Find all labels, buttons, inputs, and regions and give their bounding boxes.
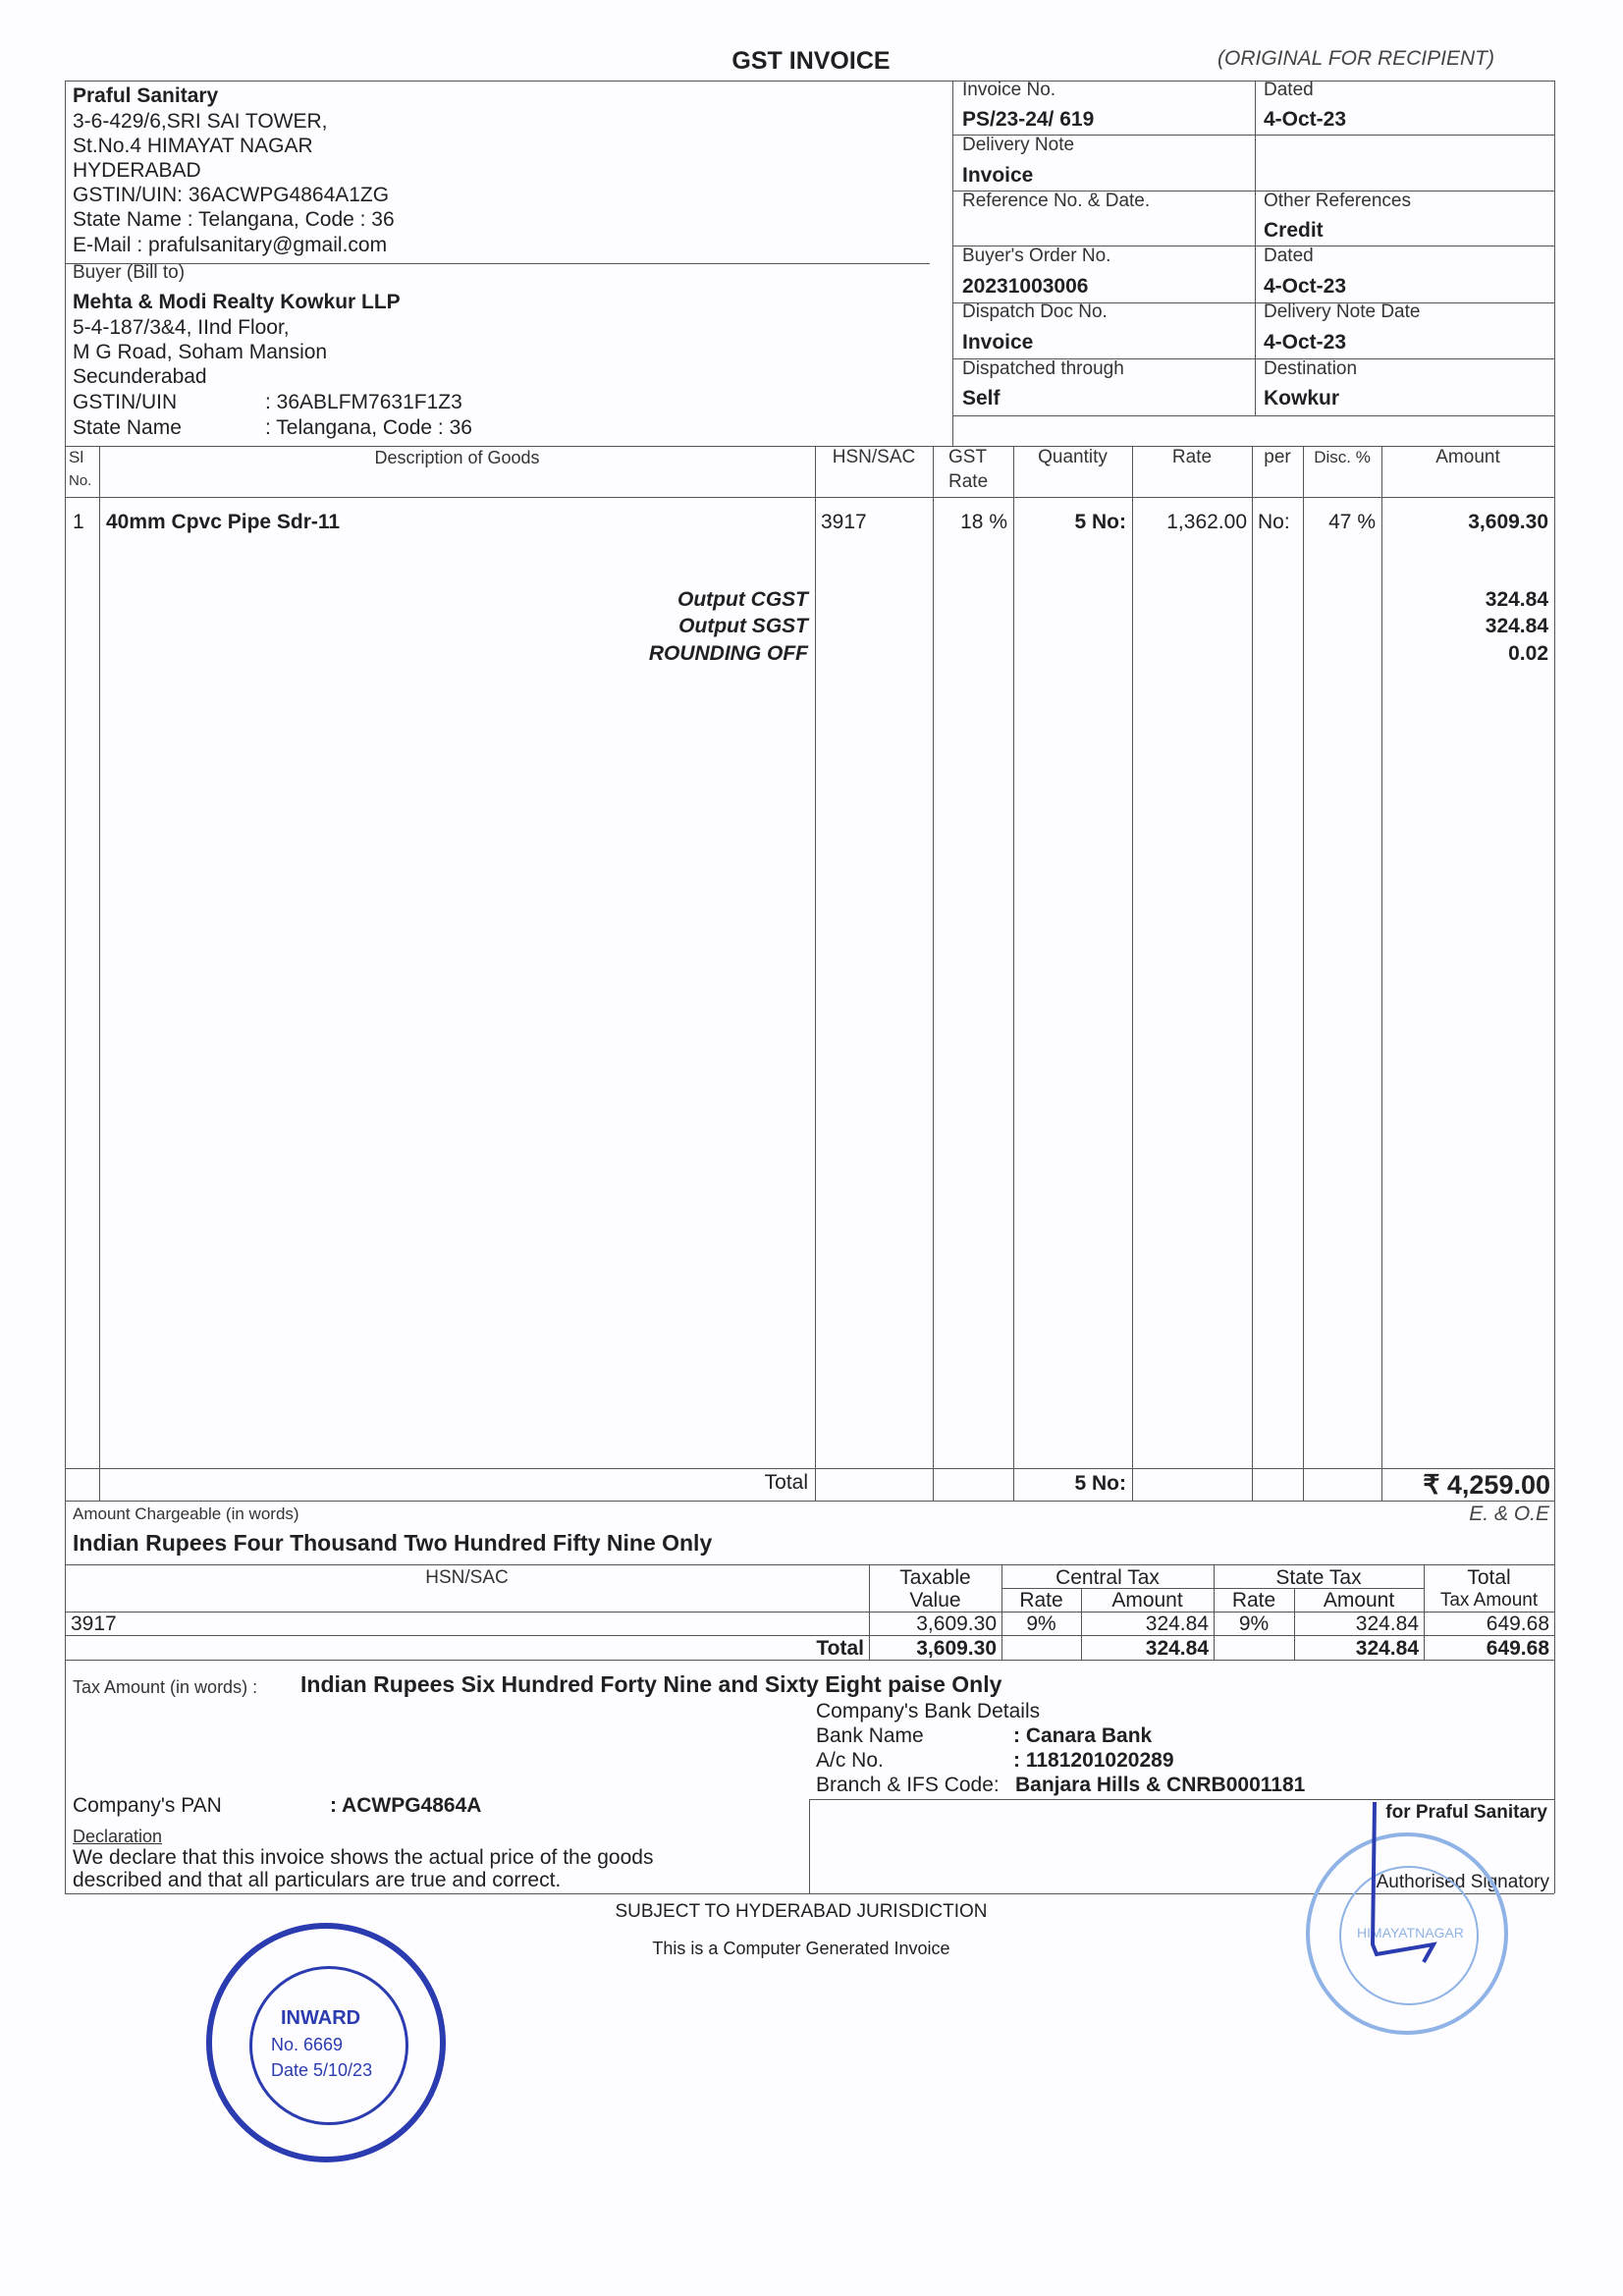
seller-name: Praful Sanitary: [73, 84, 219, 107]
meta-label: Buyer's Order No.: [962, 246, 1111, 266]
hsn-row-taxable: 3,609.30: [916, 1613, 997, 1635]
ifs-label: Branch & IFS Code:: [816, 1774, 1000, 1796]
seller-line: HYDERABAD: [73, 159, 201, 182]
hsn-row-st-amount: 324.84: [1355, 1613, 1419, 1635]
meta-label: Other References: [1264, 191, 1411, 211]
meta-label: Dispatched through: [962, 358, 1124, 379]
meta-label: Delivery Note: [962, 135, 1075, 155]
col-per: per: [1264, 447, 1291, 467]
buyer-line: M G Road, Soham Mansion: [73, 341, 328, 363]
hsn-total-taxable: 3,609.30: [916, 1637, 997, 1660]
pan-value: : ACWPG4864A: [330, 1794, 482, 1817]
delivery-note-date: 4-Oct-23: [1264, 331, 1347, 354]
col-amount: Amount: [1435, 447, 1500, 467]
pan-label: Company's PAN: [73, 1794, 222, 1817]
col-disc: Disc. %: [1314, 448, 1371, 466]
hsn-row-ct-rate: 9%: [1026, 1613, 1056, 1635]
tax-amount-cgst: 324.84: [1485, 588, 1548, 611]
eoe-label: E. & O.E: [1469, 1503, 1549, 1525]
bank-title: Company's Bank Details: [816, 1700, 1041, 1722]
hsn-total-st: 324.84: [1355, 1637, 1419, 1660]
other-references: Credit: [1264, 219, 1324, 242]
hsn-col-taxable: Taxable: [899, 1566, 971, 1589]
col-no: No.: [69, 472, 92, 489]
col-gst-rate: Rate: [948, 471, 989, 492]
hsn-col-total: Total: [1467, 1566, 1511, 1589]
hsn-col-ct-amount: Amount: [1111, 1589, 1183, 1612]
tax-label-cgst: Output CGST: [677, 588, 808, 611]
meta-label: Delivery Note Date: [1264, 301, 1421, 322]
col-gst: GST: [948, 447, 988, 467]
hsn-total-tax: 649.68: [1486, 1637, 1549, 1660]
rounding-label: ROUNDING OFF: [648, 642, 808, 665]
seller-gstin: GSTIN/UIN: 36ACWPG4864A1ZG: [73, 184, 390, 206]
buyer-state: : Telangana, Code : 36: [265, 416, 472, 439]
total-label: Total: [764, 1471, 808, 1494]
col-sl: Sl: [69, 448, 84, 466]
declaration-line: We declare that this invoice shows the actual price of the goods: [73, 1846, 654, 1869]
buyer-gstin-label: GSTIN/UIN: [73, 391, 178, 413]
hsn-row-code: 3917: [71, 1613, 117, 1635]
hsn-col-taxable-value: Value: [909, 1589, 961, 1612]
meta-label: Invoice No.: [962, 80, 1056, 100]
account-label: A/c No.: [816, 1749, 884, 1772]
hsn-col-state-tax: State Tax: [1275, 1566, 1362, 1589]
hsn-col-st-amount: Amount: [1323, 1589, 1395, 1612]
rounding-amount: 0.02: [1508, 642, 1548, 665]
modi-properties-stamp: INWARD No. 6669 Date 5/10/23: [206, 1923, 446, 2162]
amount-in-words: Indian Rupees Four Thousand Two Hundred Fifty Nine Only: [73, 1530, 713, 1556]
hsn-col-tax-amount: Tax Amount: [1439, 1590, 1539, 1611]
invoice-date: 4-Oct-23: [1264, 108, 1347, 131]
meta-label: Dated: [1264, 246, 1314, 266]
bank-name: : Canara Bank: [1013, 1724, 1153, 1747]
signature: [1355, 1797, 1463, 1994]
item-rate: 1,362.00: [1166, 511, 1247, 533]
buyer-gstin: : 36ABLFM7631F1Z3: [265, 391, 462, 413]
seller-line: St.No.4 HIMAYAT NAGAR: [73, 135, 313, 157]
buyer-line: 5-4-187/3&4, IInd Floor,: [73, 316, 290, 339]
item-hsn: 3917: [821, 511, 867, 533]
declaration-line: described and that all particulars are true and correct.: [73, 1869, 562, 1891]
account-number: : 1181201020289: [1013, 1749, 1174, 1772]
item-quantity: 5 No:: [1074, 511, 1126, 533]
hsn-col-st-rate: Rate: [1231, 1589, 1276, 1612]
item-description: 40mm Cpvc Pipe Sdr-11: [106, 511, 341, 533]
col-rate: Rate: [1171, 447, 1213, 467]
col-hsn: HSN/SAC: [832, 447, 916, 467]
hsn-row-total: 649.68: [1486, 1613, 1549, 1635]
hsn-total-label: Total: [816, 1637, 864, 1660]
hsn-col-ct-rate: Rate: [1019, 1589, 1063, 1612]
tax-label-sgst: Output SGST: [678, 615, 808, 637]
amount-words-label: Amount Chargeable (in words): [73, 1504, 299, 1523]
item-gst: 18 %: [960, 511, 1007, 533]
order-date: 4-Oct-23: [1264, 275, 1347, 298]
invoice-number: PS/23-24/ 619: [962, 108, 1095, 131]
dispatch-doc-no: Invoice: [962, 331, 1034, 354]
jurisdiction-note: SUBJECT TO HYDERABAD JURISDICTION: [615, 1901, 988, 1922]
praful-sanitary-stamp: HIMAYATNAGAR: [1306, 1832, 1508, 2035]
dispatched-through: Self: [962, 387, 1001, 410]
grand-total: ₹ 4,259.00: [1423, 1470, 1550, 1500]
total-quantity: 5 No:: [1074, 1472, 1126, 1495]
buyer-order-no: 20231003006: [962, 275, 1089, 298]
buyer-label: Buyer (Bill to): [73, 262, 186, 283]
seller-line: 3-6-429/6,SRI SAI TOWER,: [73, 110, 328, 133]
seller-email: E-Mail : prafulsanitary@gmail.com: [73, 234, 388, 256]
item-amount: 3,609.30: [1468, 511, 1548, 533]
seller-state: State Name : Telangana, Code : 36: [73, 208, 395, 231]
for-company: for Praful Sanitary: [1385, 1802, 1547, 1823]
bank-name-label: Bank Name: [816, 1724, 924, 1747]
buyer-line: Secunderabad: [73, 365, 207, 388]
meta-label: Reference No. & Date.: [962, 191, 1151, 211]
col-description: Description of Goods: [374, 448, 540, 467]
tax-in-words: Indian Rupees Six Hundred Forty Nine and Sixty Eight paise Only: [300, 1671, 1002, 1697]
copy-label: (ORIGINAL FOR RECIPIENT): [1217, 47, 1494, 70]
meta-label: Dated: [1264, 80, 1314, 100]
tax-words-label: Tax Amount (in words) :: [73, 1677, 258, 1697]
invoice-title: GST INVOICE: [731, 47, 891, 75]
hsn-col-central-tax: Central Tax: [1055, 1566, 1160, 1589]
computer-generated-note: This is a Computer Generated Invoice: [652, 1939, 950, 1958]
hsn-row-st-rate: 9%: [1238, 1613, 1270, 1635]
buyer-name: Mehta & Modi Realty Kowkur LLP: [73, 291, 401, 313]
hsn-total-ct: 324.84: [1145, 1637, 1209, 1660]
destination: Kowkur: [1264, 387, 1340, 410]
authorised-signatory: Authorised Signatory: [1376, 1872, 1549, 1892]
delivery-note: Invoice: [962, 164, 1034, 187]
item-per: No:: [1258, 511, 1290, 533]
item-disc: 47 %: [1328, 511, 1376, 533]
item-sl: 1: [73, 511, 84, 533]
col-quantity: Quantity: [1038, 447, 1108, 467]
declaration-title: Declaration: [73, 1827, 163, 1846]
tax-amount-sgst: 324.84: [1485, 615, 1548, 637]
meta-label: Dispatch Doc No.: [962, 301, 1108, 322]
hsn-col-hsn: HSN/SAC: [425, 1567, 509, 1588]
hsn-row-ct-amount: 324.84: [1145, 1613, 1209, 1635]
branch-ifs: Banjara Hills & CNRB0001181: [1015, 1774, 1306, 1796]
buyer-state-label: State Name: [73, 416, 182, 439]
meta-label: Destination: [1264, 358, 1358, 379]
